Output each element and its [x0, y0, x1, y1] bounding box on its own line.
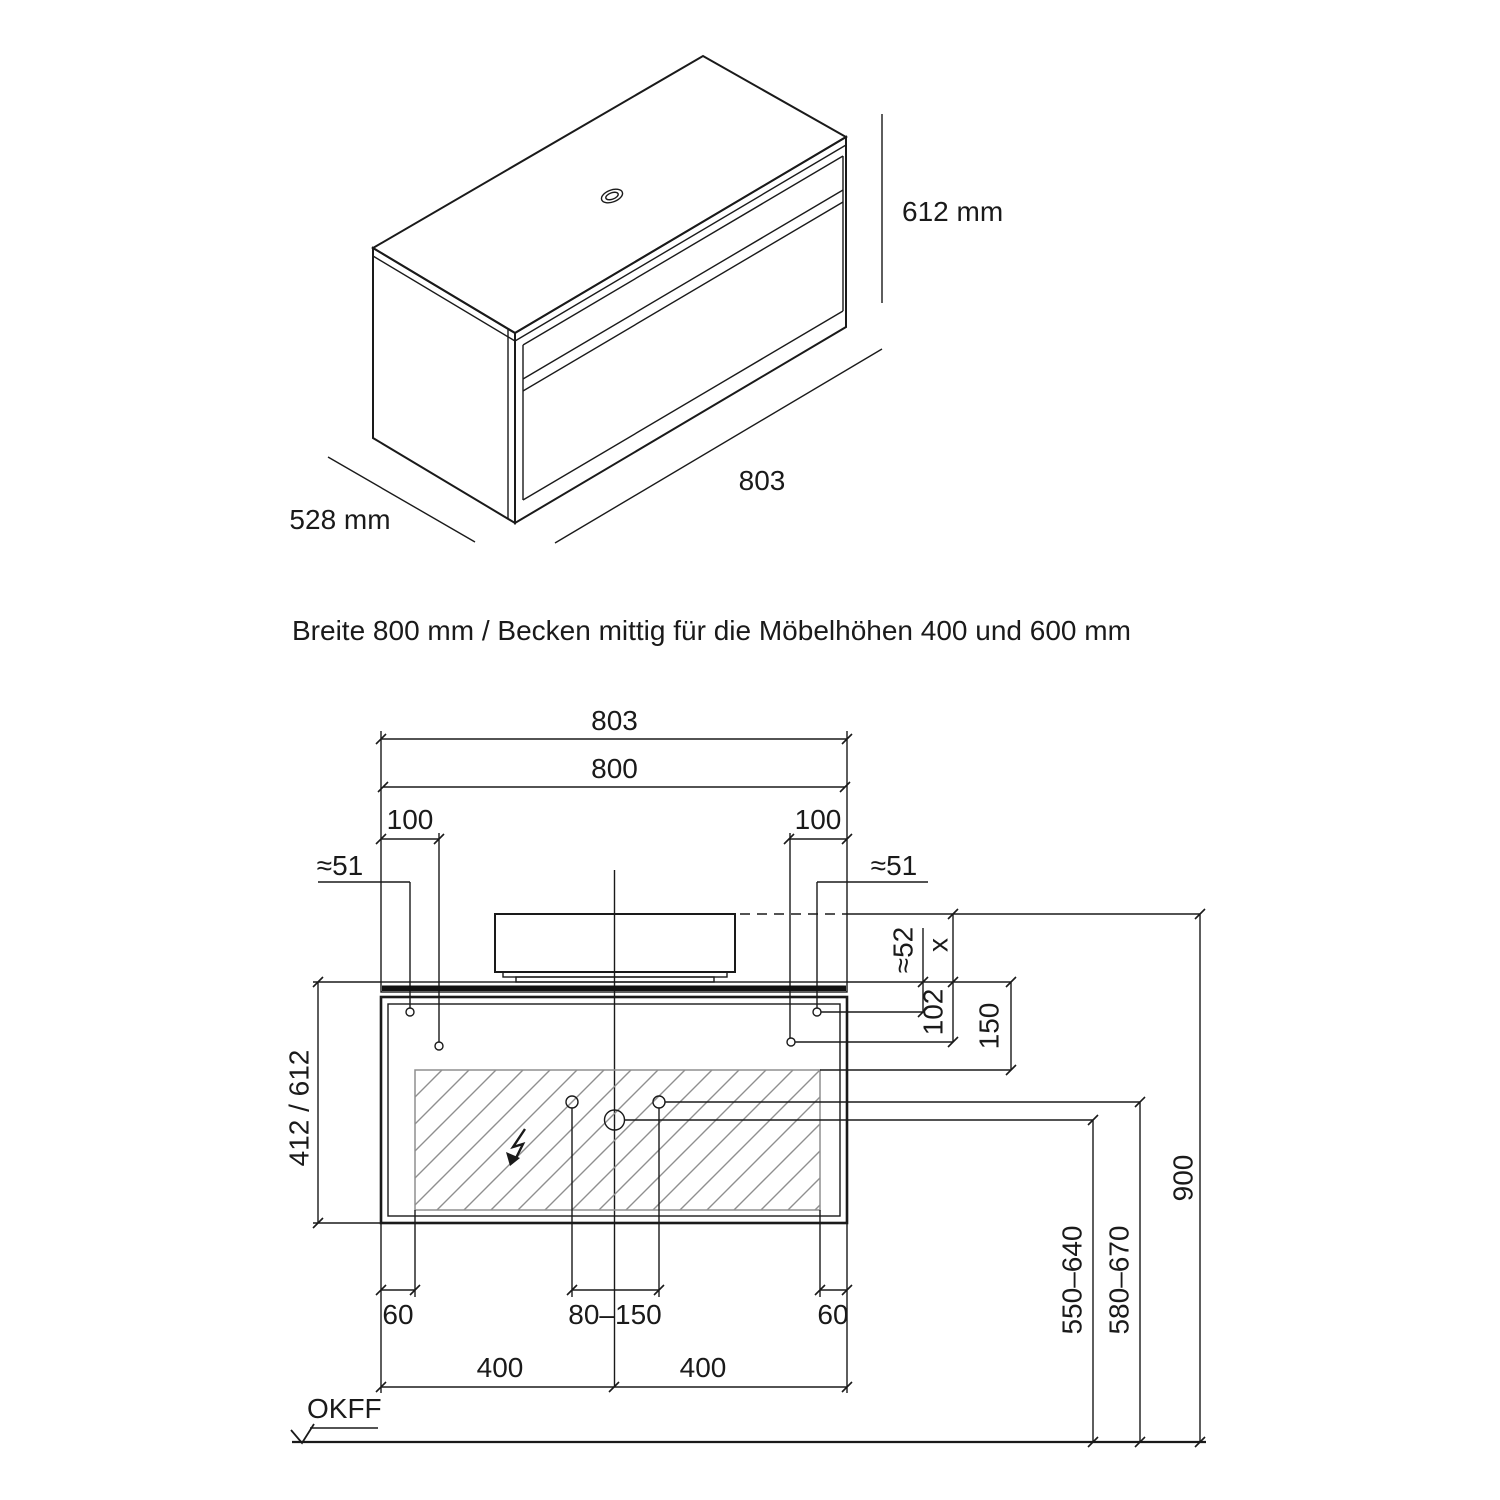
iso-front-face: [515, 137, 846, 523]
dim-tap-height: 580–670: [1103, 1225, 1135, 1335]
dim-zone-edge-right: 60: [817, 1299, 849, 1330]
dim-zone-edge-left: 60: [382, 1299, 414, 1330]
dim-hole-offset-left: 100: [386, 804, 434, 835]
dim-drain-height: 550–640: [1056, 1225, 1088, 1335]
dim-outer-width: 803: [591, 705, 638, 736]
dim-carcass-width: 800: [591, 753, 638, 784]
dim-half-width-left: 400: [476, 1352, 524, 1383]
dim-half-width-right: 400: [679, 1352, 727, 1383]
caption-text: Breite 800 mm / Becken mittig für die Möbelhöhen 400 und 600 mm: [292, 615, 1131, 646]
dim-tap-spread: 80–150: [568, 1299, 662, 1330]
iso-dimension-lines: [328, 114, 882, 543]
dim-hole-offset-right: 100: [794, 804, 842, 835]
iso-depth-label: 528 mm: [289, 504, 391, 535]
dim-top-to-upper-hole: ≈52: [887, 926, 919, 974]
iso-side-face: [373, 248, 515, 523]
floor-line: [291, 1424, 1206, 1443]
dim-top-to-lower-hole: 102: [917, 988, 949, 1036]
iso-countertop-edge: [373, 137, 846, 341]
installation-zone: [415, 1070, 820, 1210]
front-view: [284, 705, 1207, 1447]
dim-cabinet-heights: 412 / 612: [283, 1049, 315, 1167]
dim-top-to-zone: 150: [973, 1002, 1005, 1050]
iso-height-label: 612 mm: [902, 196, 1004, 227]
iso-drawer-fronts: [523, 156, 843, 500]
left-height-dimension: [313, 982, 381, 1223]
fixing-holes: [406, 1008, 821, 1050]
iso-tap-hole-icon: [600, 187, 625, 206]
iso-view: [289, 56, 1003, 543]
dim-basin-height: x: [922, 938, 954, 952]
dim-edge-offset-right: ≈51: [870, 850, 918, 881]
iso-width-label: 803: [738, 465, 786, 496]
dim-edge-offset-left: ≈51: [316, 850, 364, 881]
floor-level-label: OKFF: [307, 1393, 382, 1424]
dim-rim-height: 900: [1167, 1154, 1199, 1202]
